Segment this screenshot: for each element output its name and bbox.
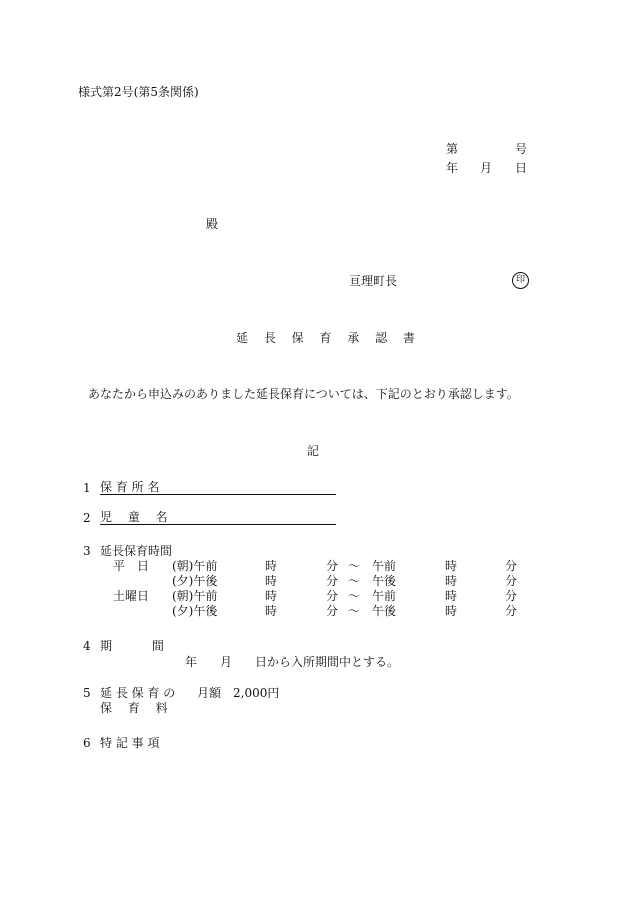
hours-row-start-minute: 分 xyxy=(326,574,339,588)
hours-row-end-hour: 時 xyxy=(445,604,458,618)
date-day: 日 xyxy=(515,161,528,175)
item-1-label: 保 育 所 名 xyxy=(100,480,160,494)
item-3-number: 3 xyxy=(83,544,91,558)
period-month: 月 xyxy=(220,655,233,669)
item-2-field xyxy=(100,510,336,525)
date-month: 月 xyxy=(480,161,493,175)
hours-row-end-period: 午後 xyxy=(372,574,397,588)
number-suffix: 号 xyxy=(515,142,528,156)
hours-row-start-minute: 分 xyxy=(326,559,339,573)
hours-row-start-period: (夕)午後 xyxy=(172,604,218,618)
seal-mark: 印 xyxy=(512,272,529,289)
hours-row-end-period: 午前 xyxy=(372,559,397,573)
hours-row-tilde: ～ xyxy=(348,559,361,573)
hours-row-start-hour: 時 xyxy=(265,604,278,618)
hours-row-tilde: ～ xyxy=(348,589,361,603)
hours-row-start-period: (朝)午前 xyxy=(172,589,218,603)
period-year: 年 xyxy=(185,655,198,669)
number-prefix: 第 xyxy=(446,142,459,156)
issuer-name: 亘理町長 xyxy=(349,274,398,288)
hours-row-day: 土曜日 xyxy=(113,589,150,603)
hours-row-end-minute: 分 xyxy=(505,604,518,618)
hours-row-tilde: ～ xyxy=(348,574,361,588)
addressee-suffix: 殿 xyxy=(206,217,219,231)
hours-row-start-hour: 時 xyxy=(265,574,278,588)
hours-row-end-period: 午前 xyxy=(372,589,397,603)
ki-label: 記 xyxy=(307,444,320,458)
body-text: あなたから申込みのありました延長保育については、下記のとおり承認します。 xyxy=(88,387,519,401)
item-2-label: 児 童 名 xyxy=(100,510,168,524)
hours-row-end-minute: 分 xyxy=(505,574,518,588)
item-6-number: 6 xyxy=(83,736,91,750)
item-5-label-line1: 延 長 保 育 の xyxy=(100,686,176,700)
document-title: 延 長 保 育 承 認 書 xyxy=(236,331,421,345)
hours-row-tilde: ～ xyxy=(348,604,361,618)
hours-row-start-hour: 時 xyxy=(265,559,278,573)
item-5-number: 5 xyxy=(83,686,91,700)
item-2-number: 2 xyxy=(83,511,91,525)
period-text: 日から入所期間中とする。 xyxy=(255,655,400,669)
hours-row-end-period: 午後 xyxy=(372,604,397,618)
item-1-number: 1 xyxy=(83,481,91,495)
hours-row-start-hour: 時 xyxy=(265,589,278,603)
item-5-label-line2: 保 育 料 xyxy=(100,701,168,715)
item-4-label: 期 間 xyxy=(100,639,164,653)
hours-row-end-hour: 時 xyxy=(445,574,458,588)
hours-row-end-minute: 分 xyxy=(505,559,518,573)
item-6-label: 特 記 事 項 xyxy=(100,736,160,750)
item-3-label: 延長保育時間 xyxy=(100,544,173,558)
form-label: 様式第2号(第5条関係) xyxy=(78,85,199,99)
item-1-field xyxy=(100,480,336,495)
hours-row-start-minute: 分 xyxy=(326,604,339,618)
hours-row-end-hour: 時 xyxy=(445,559,458,573)
hours-row-start-minute: 分 xyxy=(326,589,339,603)
hours-row-start-period: (朝)午前 xyxy=(172,559,218,573)
hours-row-day: 平 日 xyxy=(113,559,150,573)
hours-row-end-hour: 時 xyxy=(445,589,458,603)
item-4-number: 4 xyxy=(83,639,91,653)
hours-row-end-minute: 分 xyxy=(505,589,518,603)
date-year: 年 xyxy=(446,161,459,175)
hours-row-start-period: (夕)午後 xyxy=(172,574,218,588)
fee-amount: 月額 2,000円 xyxy=(197,686,280,700)
